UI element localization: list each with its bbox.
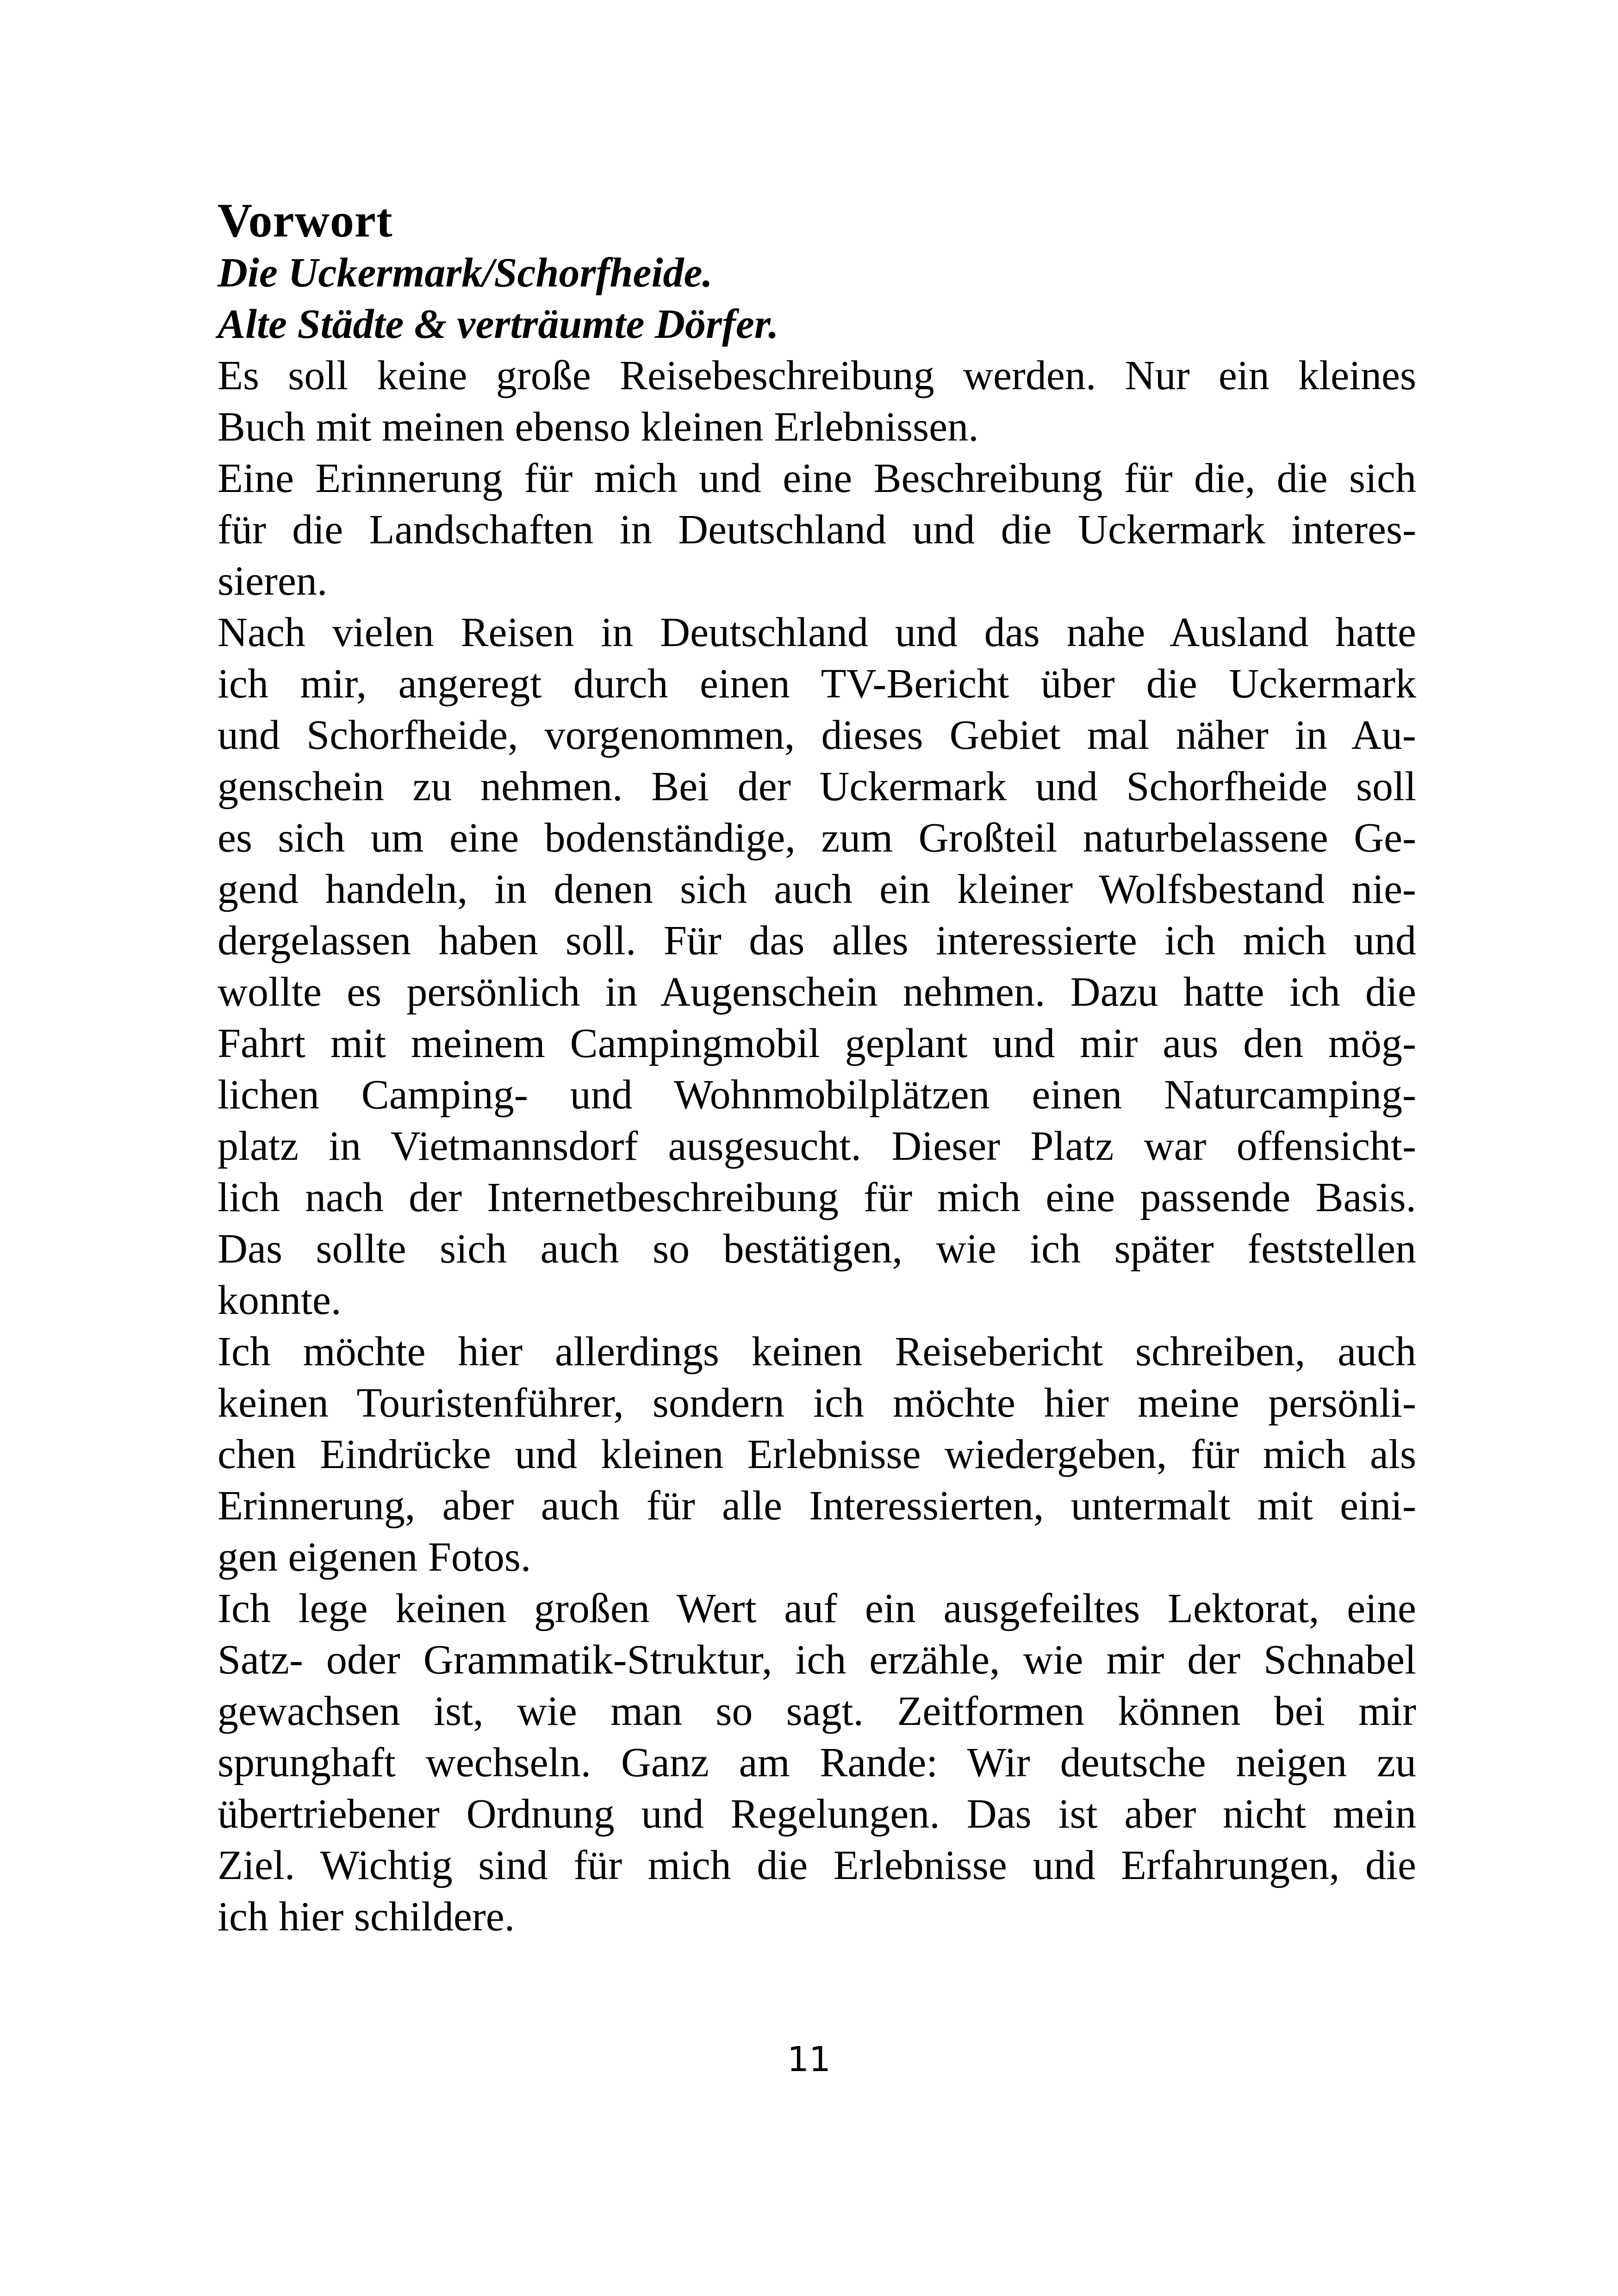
- body-line: Ich lege keinen großen Wert auf ein ausgefeiltes Lektorat, eine: [218, 1586, 1416, 1631]
- subtitle-line: Die Uckermark/Schorfheide.: [218, 250, 713, 296]
- chapter-heading: Vorwort: [218, 194, 393, 247]
- body-line: für die Landschaften in Deutschland und die Uckermark interes-: [218, 507, 1416, 553]
- body-line: dergelassen haben soll. Für das alles interessierte ich mich und: [218, 918, 1416, 964]
- body-line: Buch mit meinen ebenso kleinen Erlebnissen.: [218, 404, 979, 450]
- preface-text-block: [218, 194, 1416, 1942]
- body-line: sieren.: [218, 558, 328, 604]
- body-line: lichen Camping- und Wohnmobilplätzen einen Naturcamping-: [218, 1072, 1416, 1118]
- body-line: Fahrt mit meinem Campingmobil geplant und mir aus den mög-: [218, 1020, 1416, 1066]
- body-line: wollte es persönlich in Augenschein nehmen. Dazu hatte ich die: [218, 969, 1416, 1015]
- body-line: konnte.: [218, 1277, 342, 1323]
- body-line: sprunghaft wechseln. Ganz am Rande: Wir deutsche neigen zu: [218, 1740, 1416, 1786]
- body-line: übertriebener Ordnung und Regelungen. Das ist aber nicht mein: [218, 1791, 1416, 1837]
- body-line: keinen Touristenführer, sondern ich möchte hier meine persönli-: [218, 1380, 1416, 1426]
- body-line: Satz- oder Grammatik-Struktur, ich erzähle, wie mir der Schnabel: [218, 1637, 1416, 1683]
- body-line: gend handeln, in denen sich auch ein kleiner Wolfsbestand nie-: [218, 866, 1416, 912]
- body-line: Das sollte sich auch so bestätigen, wie ich später feststellen: [218, 1226, 1416, 1272]
- body-line: chen Eindrücke und kleinen Erlebnisse wiedergeben, für mich als: [218, 1431, 1416, 1477]
- body-line: es sich um eine bodenständige, zum Großteil naturbelassene Ge-: [218, 815, 1416, 861]
- body-line: ich mir, angeregt durch einen TV-Bericht über die Uckermark: [218, 661, 1416, 707]
- page-number: 11: [787, 2040, 831, 2079]
- body-line: Ich möchte hier allerdings keinen Reisebericht schreiben, auch: [218, 1329, 1416, 1375]
- body-line: und Schorfheide, vorgenommen, dieses Gebiet mal näher in Au-: [218, 712, 1416, 758]
- body-line: platz in Vietmannsdorf ausgesucht. Dieser Platz war offensicht-: [218, 1123, 1416, 1169]
- body-line: genschein zu nehmen. Bei der Uckermark und Schorfheide soll: [218, 764, 1416, 809]
- body-line: lich nach der Internetbeschreibung für mich eine passende Basis.: [218, 1175, 1416, 1220]
- body-line: gen eigenen Fotos.: [218, 1534, 531, 1580]
- body-line: Erinnerung, aber auch für alle Interessierten, untermalt mit eini-: [218, 1483, 1416, 1529]
- body-line: Ziel. Wichtig sind für mich die Erlebnisse und Erfahrungen, die: [218, 1842, 1416, 1888]
- body-line: Eine Erinnerung für mich und eine Beschreibung für die, die sich: [218, 455, 1416, 501]
- body-line: Es soll keine große Reisebeschreibung werden. Nur ein kleines: [218, 353, 1416, 398]
- subtitle-line: Alte Städte & verträumte Dörfer.: [218, 301, 779, 347]
- body-line: Nach vielen Reisen in Deutschland und das nahe Ausland hatte: [218, 610, 1416, 655]
- body-text: [218, 350, 1416, 1942]
- body-line: gewachsen ist, wie man so sagt. Zeitformen können bei mir: [218, 1688, 1416, 1734]
- body-line: ich hier schildere.: [218, 1894, 515, 1940]
